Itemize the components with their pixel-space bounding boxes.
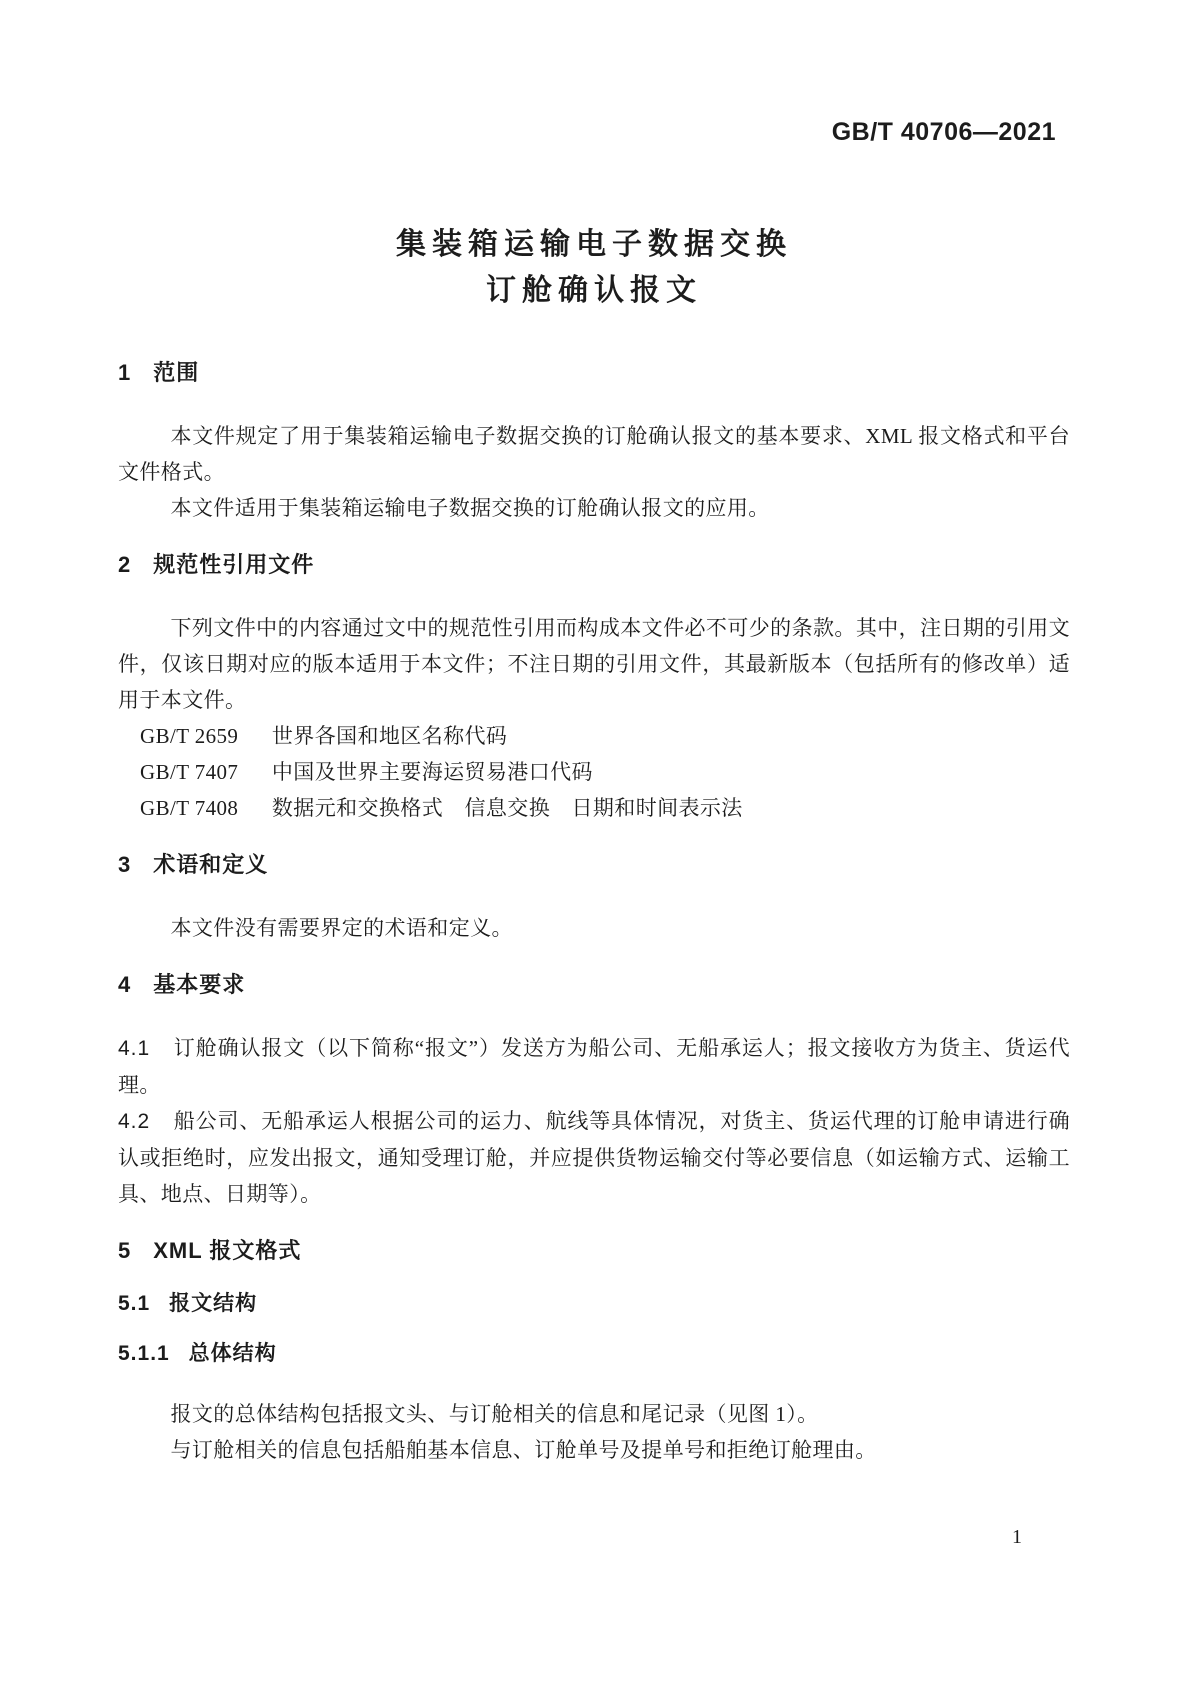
standard-code: GB/T 40706—2021	[831, 118, 1056, 146]
clause-5-heading	[118, 1236, 1070, 1266]
reference-2-code: GB/T 7407	[140, 760, 239, 784]
clause-4-title: 基本要求	[153, 972, 246, 997]
clause-5-number: 5	[118, 1238, 132, 1263]
clause-1-heading	[118, 358, 1070, 388]
clause-4-2-text: 船公司、无船承运人根据公司的运力、航线等具体情况，对货主、货运代理的订舱申请进行确认或拒绝时，应发出报文，通知受理订舱，并应提供货物运输交付等必要信息（如运输方式、运输工具、地点、日期等）。	[118, 1109, 1070, 1206]
document-title	[118, 222, 1070, 314]
clause-4-1-paragraph	[118, 1030, 1070, 1103]
clause-1-number: 1	[118, 360, 132, 385]
clause-5-1-title: 报文结构	[169, 1292, 258, 1315]
clause-1-title: 范围	[153, 360, 200, 385]
document-title-line1: 集装箱运输电子数据交换	[396, 228, 792, 261]
clause-2-heading	[118, 550, 1070, 580]
clause-4-heading	[118, 970, 1070, 1000]
clause-5-1-number: 5.1	[118, 1292, 151, 1315]
reference-1-title: 世界各国和地区名称代码	[271, 724, 508, 748]
clause-5-1-1-title: 总体结构	[188, 1342, 277, 1365]
reference-item-2	[140, 754, 1070, 790]
clause-4-2-number: 4.2	[118, 1110, 151, 1133]
clause-2-paragraph-1: 下列文件中的内容通过文中的规范性引用而构成本文件必不可少的条款。其中，注日期的引用文件，仅该日期对应的版本适用于本文件；不注日期的引用文件，其最新版本（包括所有的修改单）适用于本文件。	[118, 616, 1070, 712]
reference-3-code: GB/T 7408	[140, 796, 239, 820]
clause-3-number: 3	[118, 852, 132, 877]
clause-4-1-number: 4.1	[118, 1037, 151, 1060]
clause-5-1-1-heading	[118, 1340, 1070, 1368]
page-content	[118, 0, 1070, 1468]
clause-3-heading	[118, 850, 1070, 880]
page-number: 1	[1012, 1526, 1022, 1548]
clause-4-2-paragraph	[118, 1103, 1070, 1212]
clause-5-1-1-paragraph-1: 报文的总体结构包括报文头、与订舱相关的信息和尾记录（见图 1）。	[170, 1402, 819, 1426]
clause-1-paragraph-2: 本文件适用于集装箱运输电子数据交换的订舱确认报文的应用。	[170, 496, 770, 520]
clause-5-1-1-paragraph-2: 与订舱相关的信息包括船舶基本信息、订舱单号及提单号和拒绝订舱理由。	[170, 1438, 877, 1462]
clause-4-1-text: 订舱确认报文（以下简称“报文”）发送方为船公司、无船承运人；报文接收方为货主、货运代理。	[118, 1036, 1070, 1097]
reference-1-code: GB/T 2659	[140, 724, 239, 748]
clause-4-number: 4	[118, 972, 132, 997]
clause-5-1-1-number: 5.1.1	[118, 1342, 170, 1365]
reference-item-3	[140, 790, 1070, 826]
document-title-line2: 订舱确认报文	[486, 274, 702, 307]
clause-5-1-heading	[118, 1290, 1070, 1318]
reference-2-title: 中国及世界主要海运贸易港口代码	[271, 760, 593, 784]
clause-3-paragraph-1: 本文件没有需要界定的术语和定义。	[170, 916, 513, 940]
clause-1-paragraph-1: 本文件规定了用于集装箱运输电子数据交换的订舱确认报文的基本要求、XML 报文格式和平台文件格式。	[118, 424, 1070, 484]
clause-5-title: XML 报文格式	[153, 1238, 302, 1263]
clause-2-number: 2	[118, 552, 132, 577]
clause-2-title: 规范性引用文件	[153, 552, 315, 577]
reference-3-title: 数据元和交换格式 信息交换 日期和时间表示法	[271, 796, 743, 820]
reference-item-1	[140, 718, 1070, 754]
clause-3-title: 术语和定义	[153, 852, 269, 877]
